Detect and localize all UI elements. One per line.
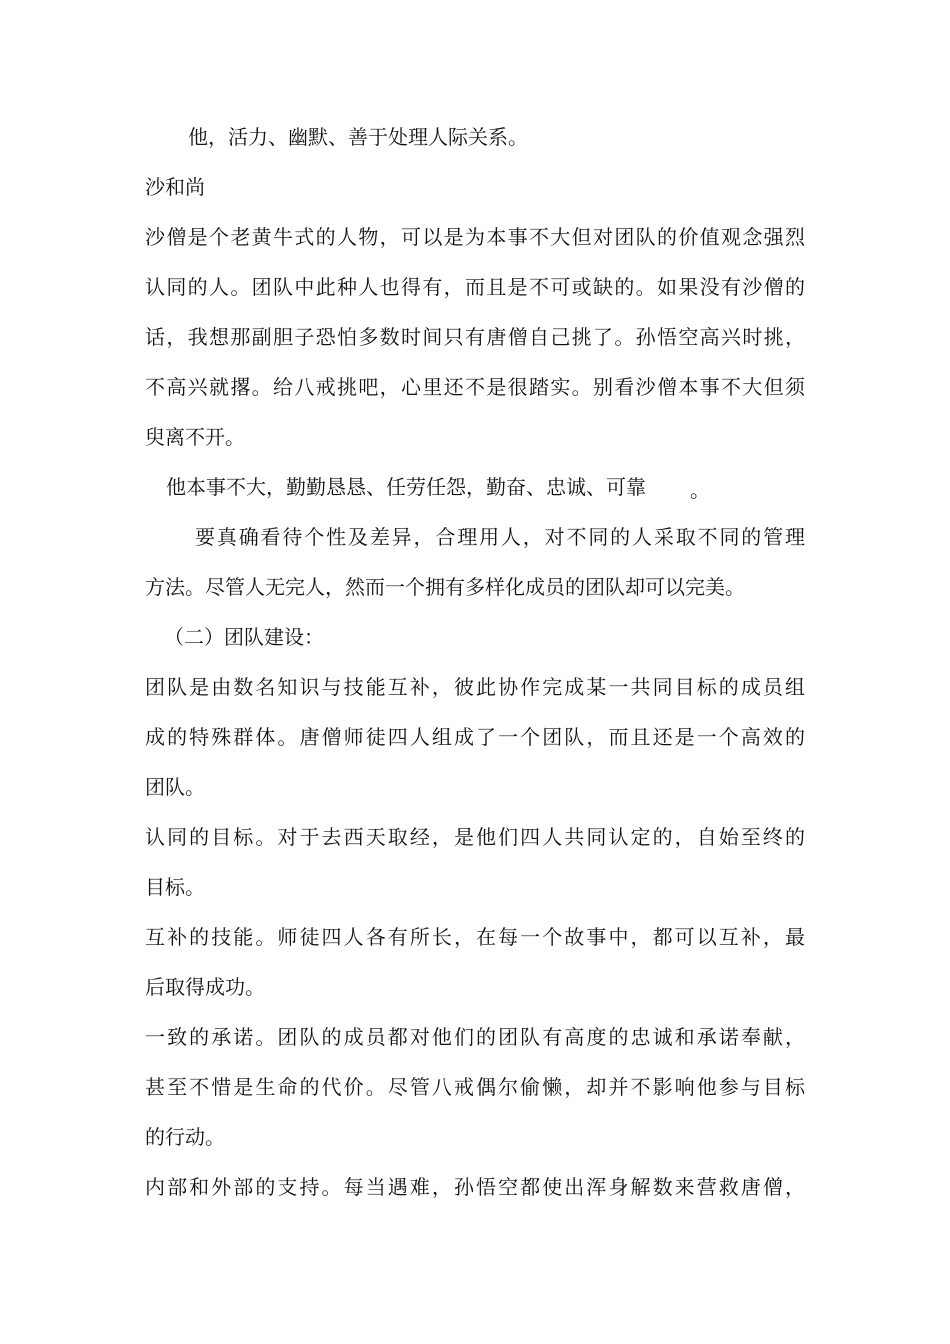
text-line: 沙僧是个老黄牛式的人物，可以是为本事不大但对团队的价值观念强烈 (145, 225, 805, 249)
text-line: 目标。 (145, 875, 205, 899)
text-line: 臾离不开。 (145, 425, 245, 449)
text-line: 方法。尽管人无完人，然而一个拥有多样化成员的团队却可以完美。 (145, 575, 745, 599)
text-line: 团队是由数名知识与技能互补，彼此协作完成某一共同目标的成员组 (145, 675, 805, 699)
text-line: 话，我想那副胆子恐怕多数时间只有唐僧自己挑了。孙悟空高兴时挑， (145, 325, 805, 349)
text-line: 互补的技能。师徒四人各有所长，在每一个故事中，都可以互补，最 (145, 925, 805, 949)
text-line: 不高兴就撂。给八戒挑吧，心里还不是很踏实。别看沙僧本事不大但须 (145, 375, 805, 399)
text-line: 成的特殊群体。唐僧师徒四人组成了一个团队，而且还是一个高效的 (145, 725, 805, 749)
text-line: 。 (690, 478, 710, 502)
text-line: 后取得成功。 (145, 975, 265, 999)
text-line: 认同的目标。对于去西天取经，是他们四人共同认定的，自始至终的 (145, 825, 805, 849)
text-line: 一致的承诺。团队的成员都对他们的团队有高度的忠诚和承诺奉献， (145, 1025, 805, 1049)
text-line: 他本事不大，勤勤恳恳、任劳任怨，勤奋、忠诚、可靠 (166, 475, 646, 499)
section-heading: （二）团队建设： (164, 625, 324, 649)
text-line: 团队。 (145, 775, 205, 799)
text-line: 他，活力、幽默、善于处理人际关系。 (188, 125, 528, 149)
text-line: 甚至不惜是生命的代价。尽管八戒偶尔偷懒，却并不影响他参与目标 (145, 1075, 805, 1099)
text-line: 认同的人。团队中此种人也得有，而且是不可或缺的。如果没有沙僧的 (145, 275, 805, 299)
text-line: 内部和外部的支持。每当遇难，孙悟空都使出浑身解数来营救唐僧， (145, 1175, 805, 1199)
text-line: 的行动。 (145, 1125, 225, 1149)
section-heading: 沙和尚 (145, 175, 205, 199)
text-line: 要真确看待个性及差异，合理用人，对不同的人采取不同的管理 (195, 525, 805, 549)
